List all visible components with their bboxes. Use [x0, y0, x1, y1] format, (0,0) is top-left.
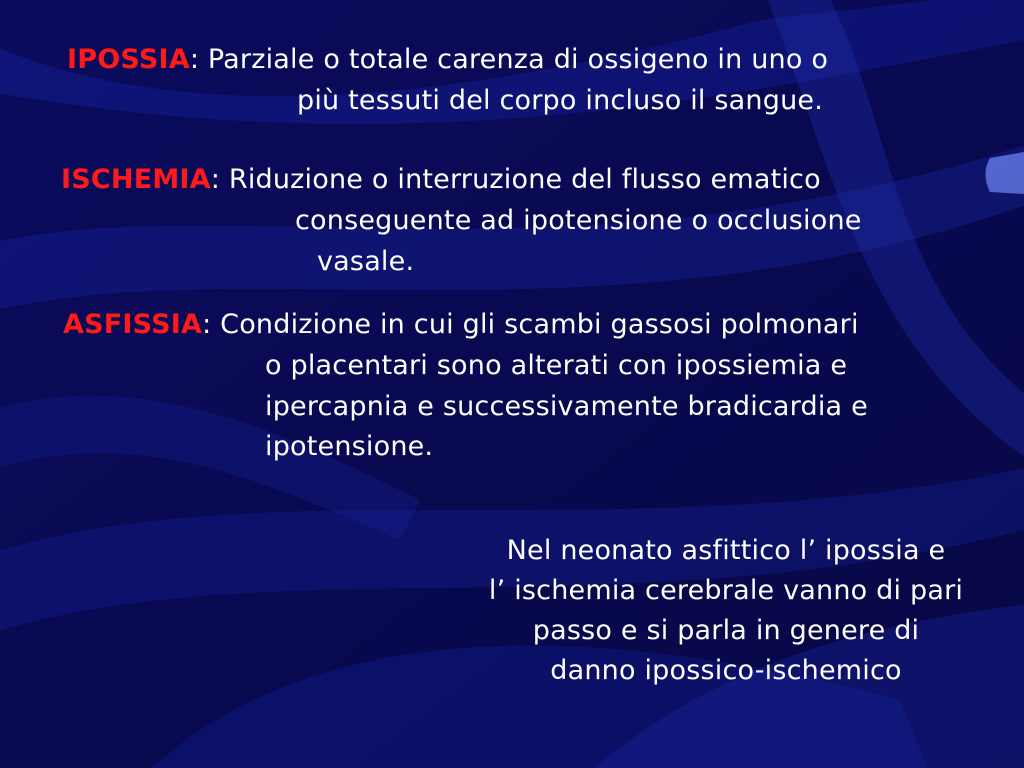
definition-text: ipotensione. [265, 431, 434, 462]
definition-asfissia-line-4 [265, 430, 433, 464]
swoosh-shape [986, 152, 1024, 194]
definition-asfissia-line-1 [63, 308, 859, 342]
definition-ischemia-line-1 [61, 163, 821, 197]
definition-asfissia-line-2 [265, 349, 847, 383]
definition-text: Parziale o totale carenza di ossigeno in uno o [207, 44, 829, 75]
definition-ischemia-line-3 [317, 245, 414, 279]
term-separator: : [210, 164, 221, 195]
term-separator: : [189, 44, 200, 75]
note-line-2: l’ ischemia cerebrale vanno di pari [488, 575, 964, 606]
definition-text: o placentari sono alterati con ipossiemia e [265, 350, 848, 381]
term-asfissia: ASFISSIA [63, 309, 203, 340]
term-ipossia: IPOSSIA [67, 44, 190, 75]
definition-asfissia-line-3 [265, 390, 868, 424]
term-ischemia: ISCHEMIA [61, 164, 211, 195]
definition-ipossia-line-2 [297, 84, 823, 118]
definition-text: vasale. [317, 246, 415, 277]
definition-text: Condizione in cui gli scambi gassosi polmonari [220, 309, 859, 340]
definition-ischemia-line-2 [295, 204, 862, 238]
definition-text: Riduzione o interruzione del flusso ematico [228, 164, 821, 195]
definition-text: conseguente ad ipotensione o occlusione [295, 205, 862, 236]
definition-text: ipercapnia e successivamente bradicardia e [265, 391, 868, 422]
term-separator: : [202, 309, 212, 340]
definition-text: più tessuti del corpo incluso il sangue. [297, 85, 823, 116]
note-line-1: Nel neonato asfittico l’ ipossia e [506, 535, 946, 566]
definition-ipossia-line-1 [67, 43, 828, 77]
note-line-3: passo e si parla in genere di [532, 615, 920, 646]
note-line-4: danno ipossico-ischemico [550, 655, 902, 686]
